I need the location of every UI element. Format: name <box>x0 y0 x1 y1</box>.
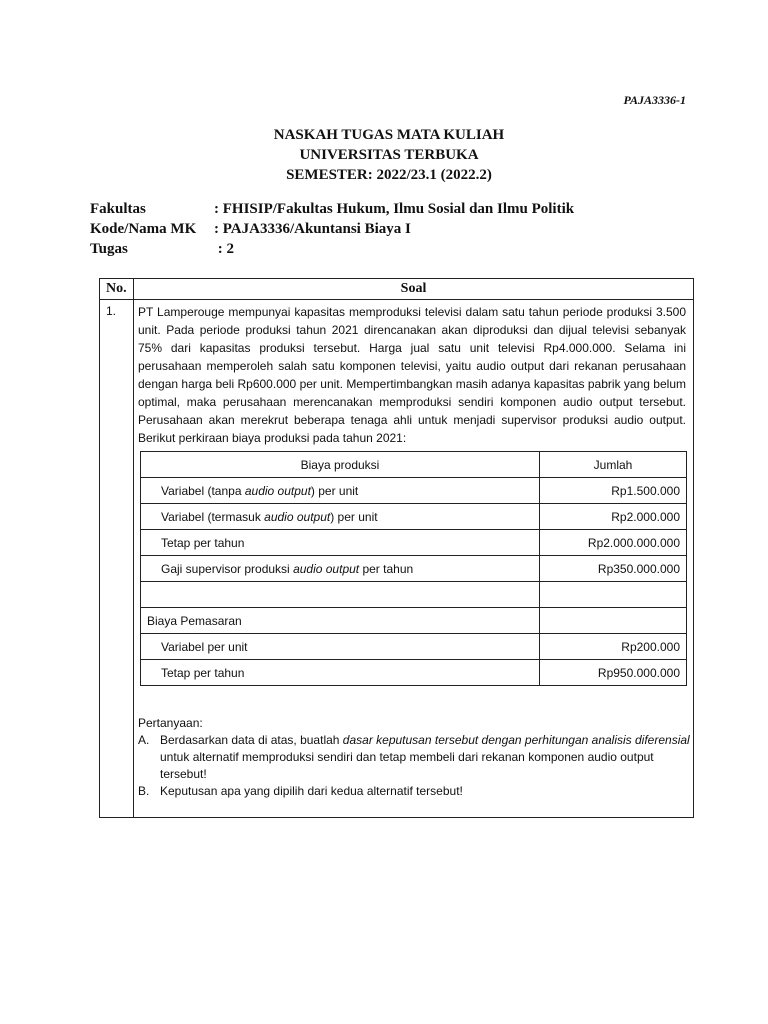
questions <box>138 715 690 800</box>
column-divider <box>133 279 134 817</box>
meta-value: : 2 <box>214 241 234 257</box>
meta-row-course <box>90 219 574 239</box>
document-code: PAJA3336-1 <box>623 93 686 107</box>
col-header-amount: Jumlah <box>540 452 687 478</box>
table-row <box>141 530 687 556</box>
question-paragraph: PT Lamperouge mempunyai kapasitas memproduksi televisi dalam satu tahun periode produksi 3.500 unit. Pada periode produksi tahun 2021 direncanakan akan diproduksi dan dijual televisi sebanyak 75% dari kapasitas produksi tersebut. Harga jual satu unit televisi Rp4.000.000. Selama ini perusahaan memperoleh salah satu komponen televisi, yaitu audio output dari rekanan perusahaan dengan harga beli Rp600.000 per unit. Mempertimbangkan masih adanya kapasitas pabrik yang belum optimal, maka perusahaan merencanakan memproduksi sendiri komponen audio output tersebut. Perusahaan akan merekrut beberapa tenaga ahli untuk menjadi supervisor produksi audio output. Berikut perkiraan biaya produksi pada tahun 2021: <box>138 305 686 445</box>
questions-intro: Pertanyaan: <box>138 716 203 730</box>
cost-label: Variabel (termasuk audio output) per unit <box>141 504 540 530</box>
header-soal: Soal <box>400 281 427 296</box>
meta-row-assignment <box>90 239 574 259</box>
document-title <box>0 125 768 185</box>
cost-label: Gaji supervisor produksi audio output per tahun <box>141 556 540 582</box>
empty-cell <box>141 582 540 608</box>
cost-label: Tetap per tahun <box>141 530 540 556</box>
cost-amount: Rp350.000.000 <box>540 556 687 582</box>
cost-table-header <box>141 452 687 478</box>
meta-row-faculty <box>90 199 574 219</box>
cost-label: Tetap per tahun <box>141 660 540 686</box>
question-table <box>99 278 694 818</box>
course-meta <box>90 199 574 259</box>
cost-table <box>140 451 687 686</box>
cost-amount: Rp2.000.000.000 <box>540 530 687 556</box>
question-letter: A. <box>138 733 150 747</box>
table-row <box>141 504 687 530</box>
empty-cell <box>540 608 687 634</box>
table-row <box>141 556 687 582</box>
title-line-3: SEMESTER: 2022/23.1 (2022.2) <box>286 167 492 183</box>
meta-label: Fakultas <box>90 201 146 217</box>
table-row <box>141 634 687 660</box>
table-row <box>141 478 687 504</box>
title-line-1: NASKAH TUGAS MATA KULIAH <box>273 127 505 143</box>
cost-label: Variabel per unit <box>141 634 540 660</box>
question-a <box>138 732 690 783</box>
header-divider <box>100 299 693 300</box>
col-header-cost: Biaya produksi <box>141 452 540 478</box>
question-b <box>138 783 690 800</box>
meta-label: Kode/Nama MK <box>90 221 197 237</box>
table-row <box>141 608 687 634</box>
question-letter: B. <box>138 784 150 798</box>
meta-value: : FHISIP/Fakultas Hukum, Ilmu Sosial dan Ilmu Politik <box>214 201 575 217</box>
table-row-empty <box>141 582 687 608</box>
meta-label: Tugas <box>90 241 128 257</box>
empty-cell <box>540 582 687 608</box>
table-row <box>141 660 687 686</box>
cost-amount: Rp200.000 <box>540 634 687 660</box>
header-no: No. <box>106 281 127 296</box>
cost-amount: Rp2.000.000 <box>540 504 687 530</box>
cost-amount: Rp950.000.000 <box>540 660 687 686</box>
cost-amount: Rp1.500.000 <box>540 478 687 504</box>
question-text: Berdasarkan data di atas, buatlah dasar keputusan tersebut dengan perhitungan analisis diferensial untuk alternatif memproduksi sendiri dan tetap membeli dari rekanan komponen audio output tersebut! <box>160 733 690 781</box>
question-text: Keputusan apa yang dipilih dari kedua alternatif tersebut! <box>160 784 463 798</box>
cost-label: Variabel (tanpa audio output) per unit <box>141 478 540 504</box>
meta-value: : PAJA3336/Akuntansi Biaya I <box>214 221 411 237</box>
row-number: 1. <box>106 304 117 318</box>
section-label: Biaya Pemasaran <box>141 608 540 634</box>
title-line-2: UNIVERSITAS TERBUKA <box>299 147 479 163</box>
